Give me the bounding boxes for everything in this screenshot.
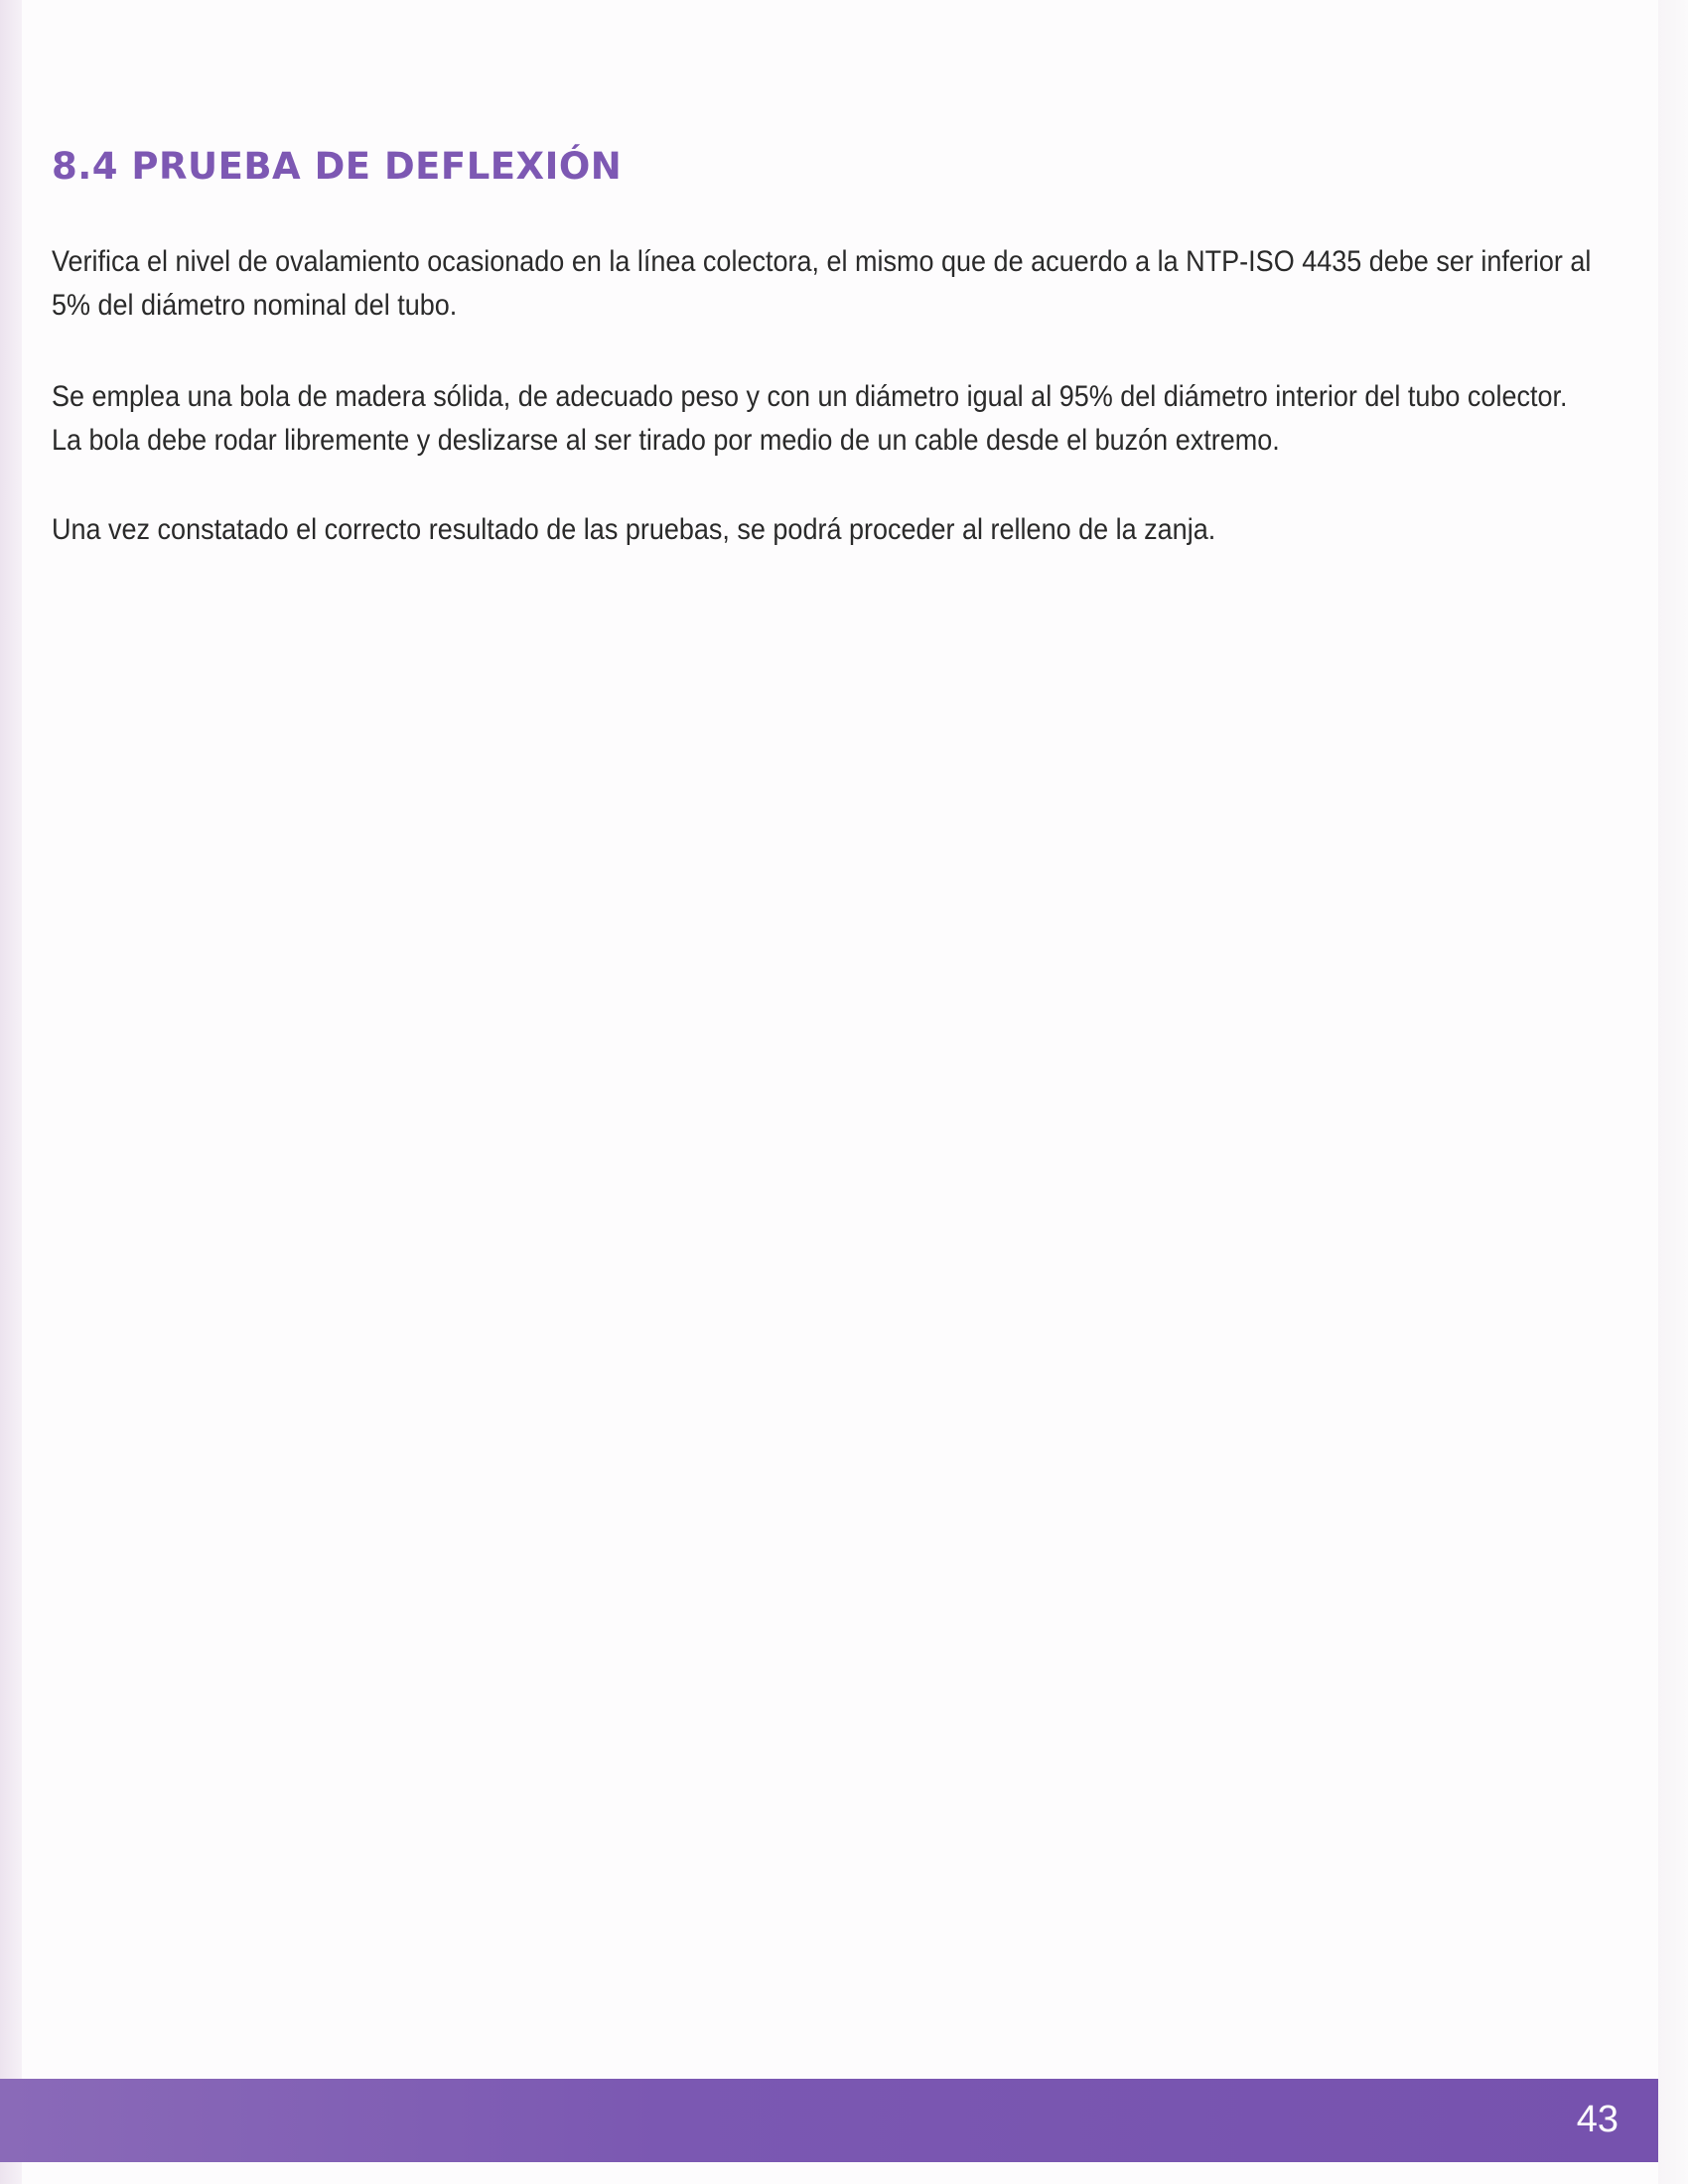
page-number: 43	[1576, 2099, 1618, 2140]
paragraph-deflection-purpose: Verifica el nivel de ovalamiento ocasionado en la línea colectora, el mismo que de acuerdo a la NTP-ISO 4435 debe ser inferior al 5% del diámetro nominal del tubo.	[52, 245, 1592, 322]
paragraph-conclusion: Una vez constatado el correcto resultado de las pruebas, se podrá proceder al relleno de la zanja.	[52, 513, 1216, 546]
paragraph-test-method: Se emplea una bola de madera sólida, de adecuado peso y con un diámetro igual al 95% del diámetro interior del tubo colector. La bola debe rodar libremente y deslizarse al ser tirado por medio de un cable desde el buzón extremo.	[52, 380, 1568, 457]
section-heading: 8.4 PRUEBA DE DEFLEXIÓN	[52, 145, 623, 188]
document-page	[22, 0, 1658, 2184]
footer-bar	[0, 2079, 1658, 2162]
page-edge	[1658, 0, 1688, 2184]
page-gutter	[0, 0, 22, 2184]
